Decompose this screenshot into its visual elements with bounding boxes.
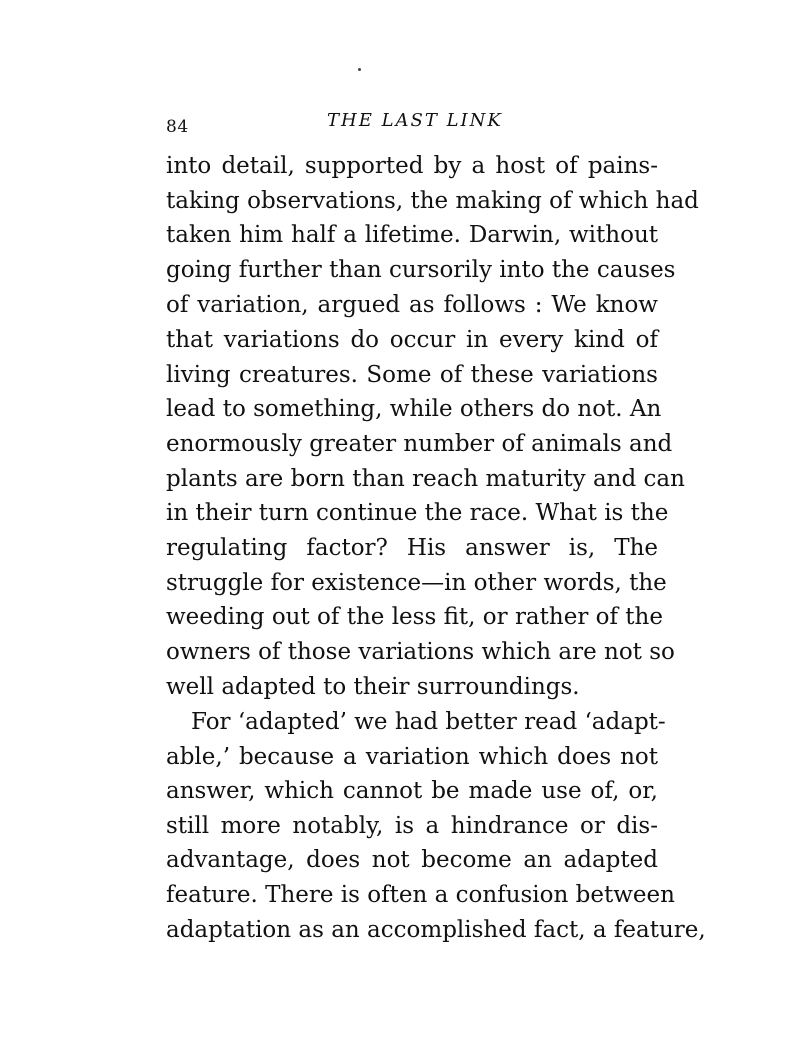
text-line: lead to something, while others do not. An (166, 396, 662, 422)
text-line: taking observations, the making of which had (166, 188, 699, 214)
text-line: weeding out of the less fit, or rather of the (166, 604, 663, 630)
text-line: regulating factor? His answer is, The (166, 535, 658, 561)
text-line: answer, which cannot be made use of, or, (166, 778, 658, 804)
paragraph-first-line: For ‘adapted’ we had better read ‘adapt- (191, 709, 666, 735)
text-line: feature. There is often a confusion between (166, 882, 675, 908)
ink-speck (358, 68, 361, 71)
text-line: struggle for existence—in other words, the (166, 570, 667, 596)
text-line: still more notably, is a hindrance or dis- (166, 813, 658, 839)
text-line: able,’ because a variation which does not (166, 744, 658, 770)
text-line: owners of those variations which are not so (166, 639, 675, 665)
text-line: in their turn continue the race. What is the (166, 500, 669, 526)
text-line: well adapted to their surroundings. (166, 674, 580, 700)
text-line: advantage, does not become an adapted (166, 847, 658, 873)
text-line: enormously greater number of animals and (166, 431, 673, 457)
text-line: living creatures. Some of these variations (166, 362, 658, 388)
text-line: taken him half a lifetime. Darwin, without (166, 222, 658, 248)
text-line: going further than cursorily into the causes (166, 257, 676, 283)
text-line: into detail, supported by a host of pains- (166, 153, 658, 179)
text-line: that variations do occur in every kind of (166, 327, 658, 353)
text-line: adaptation as an accomplished fact, a feature, (166, 917, 706, 943)
text-line: of variation, argued as follows : We know (166, 292, 658, 318)
page-number: 84 (166, 117, 189, 137)
text-line: plants are born than reach maturity and can (166, 466, 685, 492)
running-head: THE LAST LINK (327, 110, 503, 131)
